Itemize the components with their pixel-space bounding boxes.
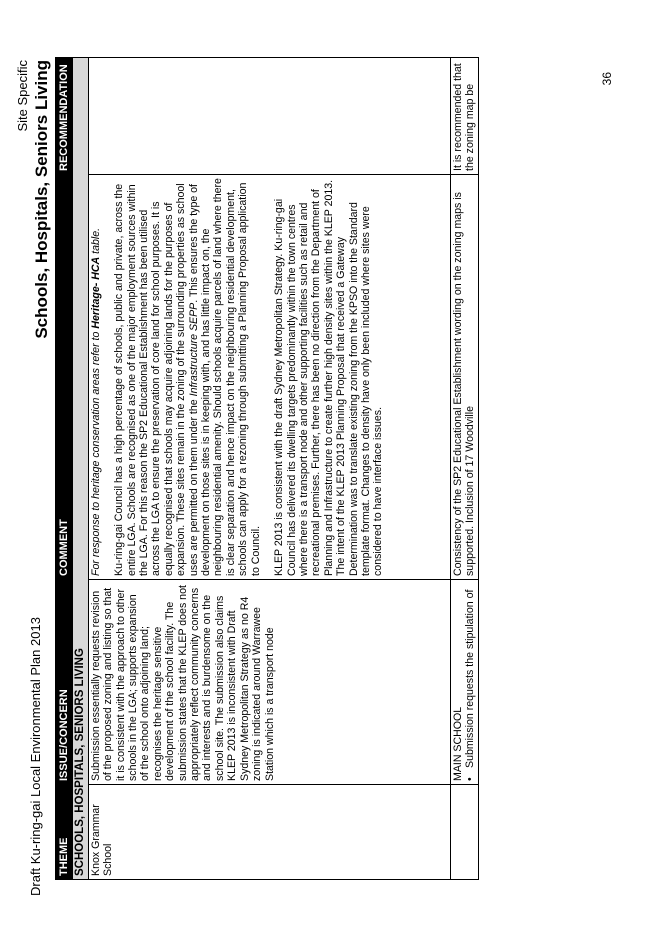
theme-cell — [450, 785, 478, 880]
table-row — [450, 58, 478, 880]
bullet-icon: • — [464, 777, 477, 781]
comment-intro-end: table. — [89, 227, 102, 254]
comment-cell — [88, 175, 450, 580]
section-row — [73, 58, 88, 880]
section-title: Schools, Hospitals, Seniors Living — [32, 60, 51, 339]
issue-bullet — [464, 583, 476, 781]
issue-bullet-text: Submission requests the stipulation of — [464, 589, 477, 768]
recommendation-cell: It is recommended that the zoning map be — [450, 58, 478, 175]
document-title: Draft Ku-ring-gai Local Environmental Plan 2013 — [28, 617, 43, 896]
issue-cell: Submission essentially requests revision of the proposed zoning and listing so that it is consistent with the approach to other schools in the LGA; supports expansion of the school onto adjoining land; recognises the heritage sensitive development of the school facility. The submission states that the KLEP does not appropriately reflect community concerns and interests and is burdensome on the school site. The submission also claims KLEP 2013 is inconsistent with Draft Sydney Metropolitan Strategy as no R4 zoning is indicated around Warrawee Station which is a transport node — [88, 580, 450, 785]
heritage-hca-reference: Heritage- HCA — [89, 256, 102, 329]
table-row — [88, 58, 450, 880]
column-header-comment: COMMENT — [56, 175, 73, 580]
category-label: Site Specific — [15, 60, 30, 132]
comment-p2-text-a: Ku-ring-gai Council has a high percentage of schools, public and private, across the entire LGA. Schools are recognised as one of the major employment sources within the LGA. For this reason the SP2 Educational Establishment has been utilised across the LGA to ensure the preservation of core land for school purposes. It is equally recognised that schools may acquire adjoining lands for the purposes of expansion. These sites remain in the zoning of the surrounding properties as school uses are permitted on them under the — [113, 183, 200, 576]
page-number: 36 — [600, 72, 614, 86]
comment-intro-text: For response to heritage conservation areas refer to — [89, 331, 102, 576]
comment-paragraph-schools — [113, 178, 262, 576]
column-header-theme: THEME — [56, 785, 73, 880]
column-header-issue: ISSUE/CONCERN — [56, 580, 73, 785]
table-header-row — [56, 58, 73, 880]
issue-heading: MAIN SCHOOL — [451, 706, 464, 781]
infrastructure-sepp-reference: Infrastructure SEPP — [187, 302, 200, 397]
theme-cell: Knox Grammar School — [88, 785, 450, 880]
comment-cell: Consistency of the SP2 Educational Establishment wording on the zoning maps is supported. Inclusion of 17 Woodville — [450, 175, 478, 580]
issue-cell — [450, 580, 478, 785]
comment-p2-text-b: . This ensures the type of development on those sites is in keeping with, and has little impact on, the neighbouring residential amenity. Should schools acquire parcels of land where there is clear separation and hence impact on the neighbouring residential development, schools can apply for a rezoning through submitting a Planning Proposal application to Council. — [187, 178, 262, 576]
column-header-recommendation: RECOMMENDATION — [56, 58, 73, 175]
comment-paragraph-metro-strategy: KLEP 2013 is consistent with the draft Sydney Metropolitan Strategy. Ku-ring-gai Council has delivered its dwelling targets predominantly within the town centres where there is a transport node and other supporting facilities such as retail and recreational premises. Further, there has been no direction from the Department of Planning and Infrastructure to create further high density sites within the KLEP 2013. The intent of the KLEP 2013 Planning Proposal that received a Gateway Determination was to translate existing zoning from the KPSO into the Standard template format. Changes to density have only been included where sites were considered to have interface issues. — [273, 179, 385, 576]
recommendation-cell — [88, 58, 450, 175]
section-label: SCHOOLS, HOSPITALS, SENIORS LIVING — [73, 58, 88, 880]
comment-intro — [90, 178, 102, 576]
submissions-table — [55, 57, 479, 880]
